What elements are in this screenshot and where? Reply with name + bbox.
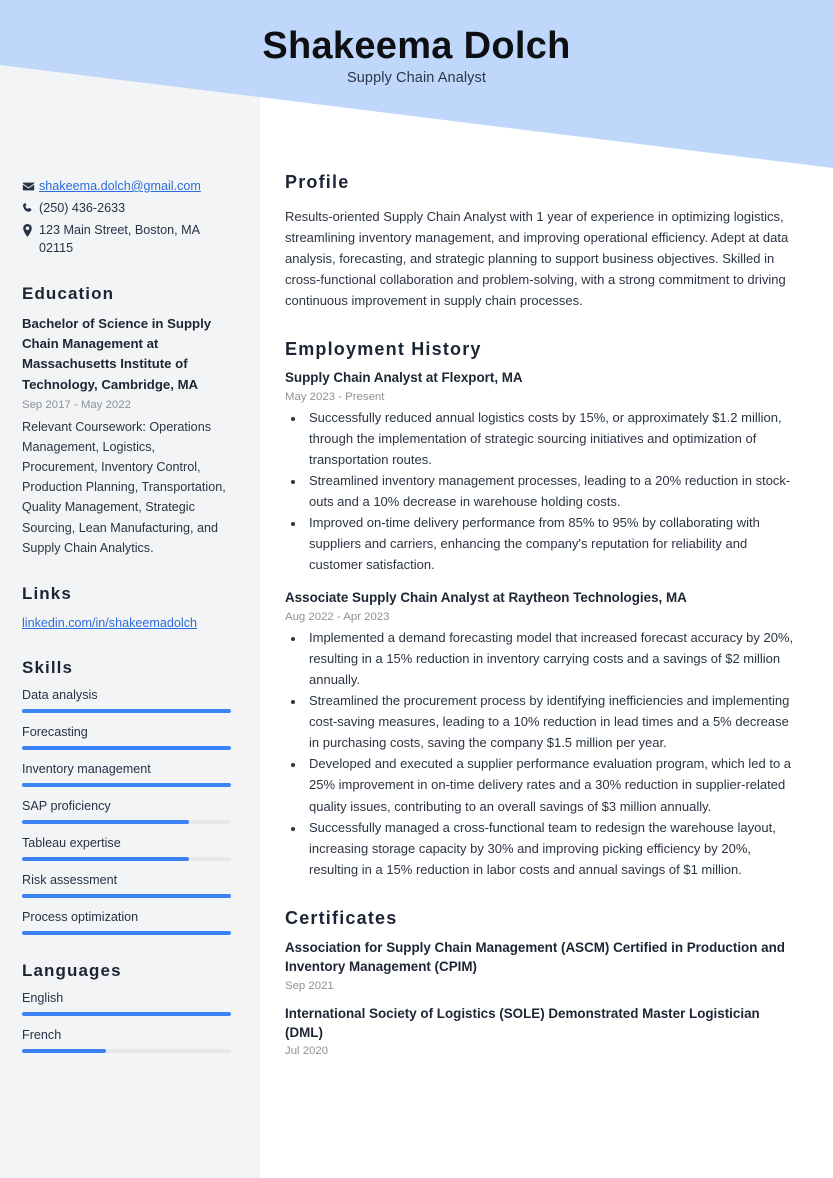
certificates-list [285,938,798,1058]
bar-item [22,725,231,750]
bar-item [22,1028,231,1053]
job-bullet-list [285,627,798,880]
education-description: Relevant Coursework: Operations Management, Logistics, Procurement, Inventory Control, Production Planning, Transportation, Quality Management, Strategic Sourcing, Lean Manufacturing, and Supply Chain Analytics. [22,419,226,555]
bar-fill [22,820,189,824]
bar-label: Risk assessment [22,872,118,887]
bar-item [22,873,231,898]
bar-track [22,931,231,935]
contact-row [22,222,231,258]
contact-list [22,178,231,258]
bar-fill [22,857,189,861]
bar-label: Inventory management [22,761,151,776]
bar-fill [22,931,231,935]
bar-item [22,799,231,824]
employment-entry [285,369,798,575]
job-date: May 2023 - Present [285,391,385,403]
links-heading: Links [22,583,72,603]
sidebar-link[interactable]: linkedin.com/in/shakeemadolch [22,615,198,630]
bar-track [22,783,231,787]
languages-heading: Languages [22,960,122,980]
profile-text: Results-oriented Supply Chain Analyst with 1 year of experience in optimizing logistics, streamlining inventory management, and improving operational efficiency. Adept at data analysis, forecasting, and strategic planning to support business objectives. Skilled in cross-functional collaboration and problem-solving, with a strong commitment to driving continuous improvement in supply chain processes. [285,209,789,309]
certificate-date: Jul 2020 [285,1045,329,1058]
bar-item [22,910,231,935]
header-banner-text [0,0,833,170]
bar-track [22,1012,231,1016]
bar-label: SAP proficiency [22,798,111,813]
bar-fill [22,1049,106,1053]
education-date: Sep 2017 - May 2022 [22,399,131,412]
bar-label: Forecasting [22,724,88,739]
bar-track [22,857,231,861]
certificates-heading: Certificates [285,907,398,928]
education-list [22,314,231,558]
employment-entry [285,589,798,879]
bar-item [22,688,231,713]
bar-item [22,836,231,861]
bar-track [22,894,231,898]
bar-label: English [22,990,64,1005]
bar-fill [22,709,231,713]
contact-row[interactable] [22,178,231,196]
bar-track [22,746,231,750]
bar-fill [22,783,231,787]
bar-label: Tableau expertise [22,835,121,850]
contact-row [22,200,231,218]
bar-track [22,820,231,824]
bar-item [22,762,231,787]
job-date: Aug 2022 - Apr 2023 [285,611,390,624]
envelope-icon [22,178,39,193]
certificate-entry [285,938,798,992]
skills-list [22,688,231,935]
contact-text [39,178,201,196]
contact-text: (250) 436-2633 [39,200,126,215]
job-bullet: • Successfully managed a cross-functional team to redesign the warehouse layout, increasing storage capacity by 30% and improving picking efficiency by 20%, resulting in a 15% reduction in labor costs and annual savings of $1 million. [305,817,798,880]
bar-fill [22,746,231,750]
job-bullet: • Improved on-time delivery performance from 85% to 95% by collaborating with suppliers and carriers, enhancing the company's reputation for reliability and customer satisfaction. [305,512,798,575]
bar-label: Data analysis [22,687,98,702]
bar-track [22,1049,231,1053]
certificate-title: Association for Supply Chain Management (ASCM) Certified in Production and Inventory Management (CPIM) [285,939,785,975]
languages-list [22,991,231,1053]
phone-icon [22,200,39,214]
bar-item [22,991,231,1016]
job-bullet: • Implemented a demand forecasting model that increased forecast accuracy by 20%, resulting in a 15% reduction in inventory carrying costs and a savings of $2 million annually. [305,627,798,690]
job-bullet: • Developed and executed a supplier performance evaluation program, which led to a 25% improvement in on-time delivery rates and a 30% reduction in supplier-related quality issues, contributing to an overall savings of $3 million annually. [305,753,798,816]
employment-heading: Employment History [285,339,482,360]
page-subtitle: Supply Chain Analyst [346,70,487,86]
education-entry [22,314,231,558]
page-title: Shakeema Dolch [262,25,571,67]
job-title: Supply Chain Analyst at Flexport, MA [285,370,523,386]
contact-email-link[interactable]: shakeema.dolch@gmail.com [39,179,201,193]
profile-heading: Profile [285,172,350,192]
sidebar [0,0,260,1178]
location-pin-icon [22,222,39,237]
bar-fill [22,1012,231,1016]
contact-text: 123 Main Street, Boston, MA 02115 [39,222,200,255]
bar-fill [22,894,231,898]
job-title: Associate Supply Chain Analyst at Raytheon Technologies, MA [285,590,687,606]
job-bullet-list [285,407,798,575]
bar-label: French [22,1027,62,1042]
certificate-title: International Society of Logistics (SOLE) Demonstrated Master Logistician (DML) [285,1005,760,1041]
links-list [22,614,231,632]
job-bullet: • Streamlined the procurement process by identifying inefficiencies and implementing cost-saving measures, leading to a 10% reduction in lead times and a 5% decrease in purchasing costs, saving the company $1.5 million per year. [305,690,798,753]
certificate-date: Sep 2021 [285,979,334,992]
education-heading: Education [22,283,115,303]
certificate-entry [285,1004,798,1058]
employment-list [285,369,798,879]
job-bullet: • Successfully reduced annual logistics costs by 15%, or approximately $1.2 million, through the implementation of strategic sourcing initiatives and optimization of transportation routes. [305,407,798,470]
education-title: Bachelor of Science in Supply Chain Management at Massachusetts Institute of Technology, Cambridge, MA [22,315,212,392]
main-column [260,0,833,1178]
skills-heading: Skills [22,657,74,677]
job-bullet: • Streamlined inventory management processes, leading to a 20% reduction in stock-outs and a 10% decrease in warehouse holding costs. [305,470,798,512]
bar-track [22,709,231,713]
bar-label: Process optimization [22,909,139,924]
